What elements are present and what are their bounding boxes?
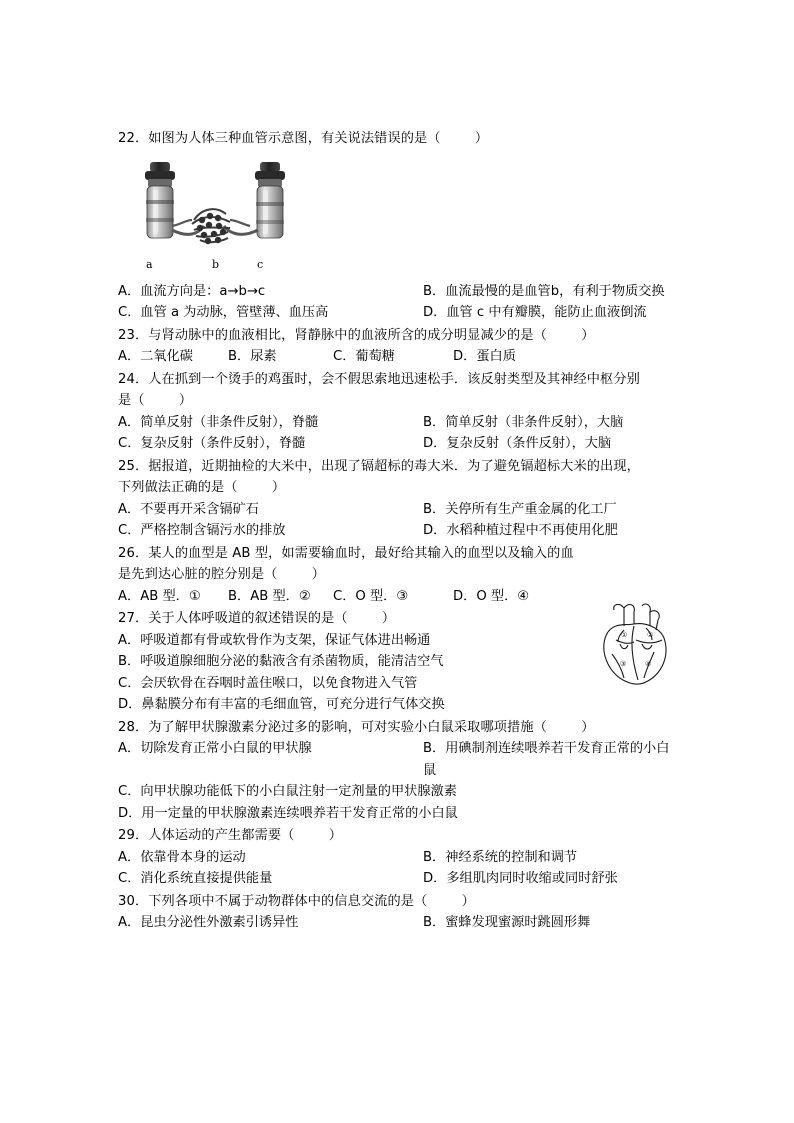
question-block-29 (118, 825, 676, 890)
heart-label-2: ② (647, 631, 654, 639)
question-block-27 (118, 608, 676, 716)
option-d: D．用一定量的甲状腺激素连续喂养若干发育正常的小白鼠 (118, 805, 458, 821)
question-block-22 (118, 128, 676, 324)
figure-label-b: b (212, 257, 220, 271)
option-row (118, 912, 676, 934)
option-d: D．蛋白质 (453, 349, 516, 364)
figure-label-c: c (257, 257, 264, 271)
question-stem: 28．为了解甲状腺激素分泌过多的影响，可对实验小白鼠采取哪项措施（ ） (118, 719, 595, 735)
option-d: D．复杂反射（条件反射），大脑 (423, 436, 612, 451)
option-b: B．呼吸道腺细胞分泌的黏液含有杀菌物质，能清洁空气 (118, 654, 444, 669)
option-a: A．昆虫分泌性外激素引诱异性 (118, 915, 299, 930)
option-row (118, 433, 676, 455)
option-b: B．蜜蜂发现蜜源时跳圆形舞 (423, 915, 591, 930)
option-a: A．呼吸道都有骨或软骨作为支架，保证气体进出畅通 (118, 632, 431, 648)
option-row (118, 412, 676, 434)
heart-label-3: ③ (620, 660, 627, 668)
option-b: B．神经系统的控制和调节 (423, 849, 578, 865)
option-row (118, 738, 676, 781)
option-a: A．切除发育正常小白鼠的甲状腺 (118, 741, 312, 756)
option-row (118, 868, 676, 890)
option-row (118, 499, 676, 521)
question-block-28 (118, 717, 676, 825)
option-d: D．O 型．④ (453, 588, 530, 604)
question-stem: 26．某人的血型是 AB 型，如需要输血时，最好给其输入的血型以及输入的血 (118, 545, 574, 561)
option-c: C．消化系统直接提供能量 (118, 871, 273, 886)
heart-label-4: ④ (645, 660, 652, 668)
option-b: B．关停所有生产重金属的化工厂 (423, 501, 617, 517)
option-c: C．复杂反射（条件反射），脊髓 (118, 436, 306, 451)
blood-vessel-svg (124, 154, 314, 264)
question-stem: 27．关于人体呼吸道的叙述错误的是（ ） (118, 611, 396, 626)
option-row (118, 346, 676, 368)
option-row (118, 847, 676, 869)
option-b: B．AB 型．② (228, 588, 311, 604)
option-d: D．鼻黏膜分布有丰富的毛细血管，可充分进行气体交换 (118, 697, 445, 712)
option-c: C．血管 a 为动脉，管壁薄、血压高 (118, 305, 329, 320)
option-c: C．葡萄糖 (333, 349, 395, 364)
option-a: A．依靠骨本身的运动 (118, 849, 246, 865)
question-stem-cont: 下列做法正确的是（ ） (118, 480, 286, 495)
question-block-26 (118, 543, 676, 608)
question-stem: 30．下列各项中不属于动物群体中的信息交流的是（ ） (118, 893, 475, 909)
question-stem-cont: 是（ ） (118, 393, 193, 408)
heart-label-1: ① (621, 631, 628, 639)
question-block-24 (118, 369, 676, 455)
question-stem: 24．人在抓到一个烫手的鸡蛋时，会不假思索地迅速松手．该反射类型及其神经中枢分别 (118, 371, 640, 387)
figure-label-a: a (146, 257, 153, 271)
option-a: A．简单反射（非条件反射），脊髓 (118, 414, 319, 430)
question-stem: 25．据报道，近期抽检的大米中，出现了镉超标的毒大米．为了避免镉超标大米的出现， (118, 458, 640, 474)
question-stem-cont: 是先到达心脏的腔分别是（ ） (118, 567, 326, 582)
question-block-23 (118, 325, 676, 368)
option-b: B．尿素 (228, 349, 277, 364)
option-a: A．不要再开采含镉矿石 (118, 501, 259, 517)
question-stem: 29．人体运动的产生都需要（ ） (118, 828, 343, 843)
option-c: C．会厌软骨在吞咽时盖住喉口，以免食物进入气管 (118, 675, 418, 691)
question-block-25 (118, 456, 676, 542)
option-c: C．向甲状腺功能低下的小白鼠注射一定剂量的甲状腺激素 (118, 784, 457, 799)
option-d: D．多组肌肉同时收缩或同时舒张 (423, 871, 618, 886)
option-row (118, 281, 676, 303)
option-b: B．用碘制剂连续喂养若干发育正常的小白鼠 (423, 741, 670, 778)
option-c: C．严格控制含镉污水的排放 (118, 523, 286, 538)
option-a: A．二氧化碳 (118, 349, 193, 364)
question-stem: 23．与肾动脉中的血液相比，肾静脉中的血液所含的成分明显减少的是（ ） (118, 327, 595, 343)
option-a: A．血流方向是：a→b→c (118, 283, 266, 299)
option-d: D．血管 c 中有瓣膜，能防止血液倒流 (423, 305, 647, 320)
option-c: C．O 型．③ (333, 588, 409, 604)
option-b: B．血流最慢的是血管b，有利于物质交换 (423, 283, 665, 299)
option-row (118, 302, 676, 324)
blood-vessel-diagram (124, 154, 314, 279)
option-b: B．简单反射（非条件反射），大脑 (423, 414, 624, 430)
option-d: D．水稻种植过程中不再使用化肥 (423, 523, 618, 538)
option-a: A．AB 型．① (118, 588, 201, 604)
question-block-30 (118, 891, 676, 934)
option-row (118, 520, 676, 542)
question-stem: 22．如图为人体三种血管示意图，有关说法错误的是（ ） (118, 131, 489, 146)
